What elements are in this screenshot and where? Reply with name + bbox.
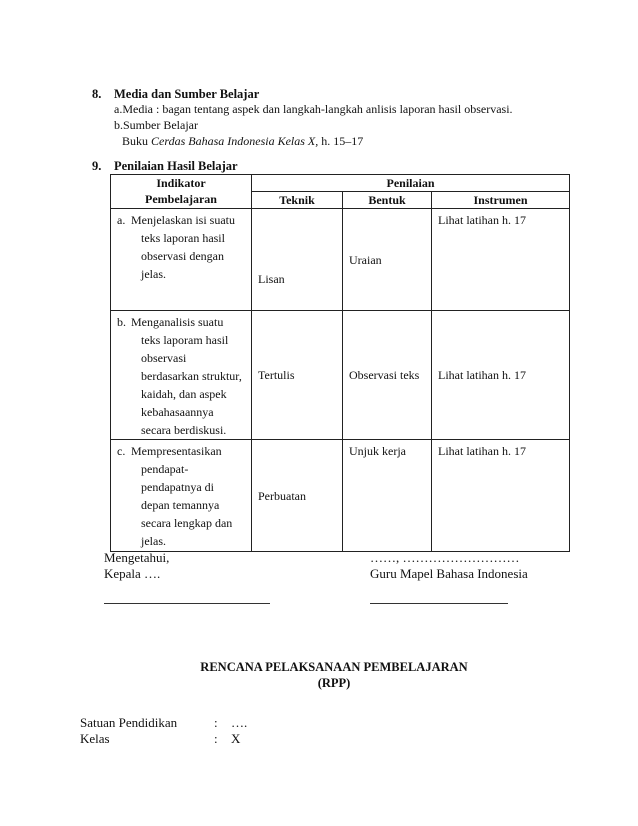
indikator-cell	[111, 440, 252, 552]
header-indikator	[111, 175, 252, 209]
rpp-title	[0, 660, 638, 675]
section-8-title: Media dan Sumber Belajar	[114, 87, 260, 101]
header-indikator-line2: Pembelajaran	[145, 192, 217, 206]
indikator-line: pendapat-	[141, 462, 189, 476]
rpp-subtitle-text: (RPP)	[317, 676, 351, 690]
assessment-table	[110, 174, 570, 552]
bentuk-cell: Observasi teks	[343, 311, 432, 440]
row-letter: b.	[117, 315, 126, 329]
section-8-number: 8.	[92, 87, 102, 101]
sign-right-line1: ……, ………………………	[370, 550, 520, 565]
field-label-kelas: Kelas	[80, 731, 110, 746]
indikator-line: Menjelaskan isi suatu	[131, 213, 235, 227]
sign-left-line1: Mengetahui,	[104, 550, 170, 565]
signature-line-right	[370, 603, 508, 604]
indikator-line: depan temannya	[141, 498, 220, 512]
media-line	[114, 102, 513, 117]
indikator-line: jelas.	[141, 267, 166, 281]
bentuk-cell: Unjuk kerja	[343, 440, 432, 552]
sign-left-line2: Kepala ….	[104, 566, 161, 581]
row-letter: c.	[117, 444, 126, 458]
book-prefix: Buku	[122, 134, 149, 148]
indikator-line: teks laporan hasil	[141, 231, 225, 245]
header-bentuk: Bentuk	[343, 192, 432, 209]
section-9-title: Penilaian Hasil Belajar	[114, 159, 238, 173]
rpp-subtitle	[0, 676, 638, 691]
indikator-line: Mempresentasikan	[131, 444, 222, 458]
bentuk-cell: Uraian	[343, 209, 432, 311]
header-indikator-line1: Indikator	[156, 176, 206, 190]
source-label: b.Sumber Belajar	[114, 118, 198, 132]
teknik-cell: Lisan	[252, 209, 343, 311]
table-row	[111, 311, 570, 440]
header-penilaian: Penilaian	[252, 175, 570, 192]
instrumen-cell: Lihat latihan h. 17	[432, 209, 570, 311]
header-teknik: Teknik	[252, 192, 343, 209]
section-9-number: 9.	[92, 159, 102, 173]
rpp-title-text: RENCANA PELAKSANAAN PEMBELAJARAN	[200, 660, 468, 674]
indikator-cell	[111, 311, 252, 440]
indikator-line: secara lengkap dan	[141, 516, 233, 530]
indikator-line: secara berdiskusi.	[141, 423, 227, 437]
field-label-satuan: Satuan Pendidikan	[80, 715, 178, 730]
indikator-line: berdasarkan struktur,	[141, 369, 242, 383]
indikator-line: pendapatnya di	[141, 480, 214, 494]
field-value-kelas: X	[231, 731, 241, 746]
indikator-line: teks laporam hasil	[141, 333, 229, 347]
teknik-cell: Perbuatan	[252, 440, 343, 552]
indikator-cell	[111, 209, 252, 311]
header-instrumen: Instrumen	[432, 192, 570, 209]
indikator-line: observasi dengan	[141, 249, 224, 263]
instrumen-cell: Lihat latihan h. 17	[432, 311, 570, 440]
field-sep: :	[214, 731, 218, 746]
book-title: Cerdas Bahasa Indonesia Kelas X,	[151, 134, 319, 148]
book-line	[122, 134, 363, 149]
table-row	[111, 440, 570, 552]
indikator-line: jelas.	[141, 534, 166, 548]
field-value-satuan: ….	[231, 715, 248, 730]
table-header-row	[111, 175, 570, 192]
indikator-line: Menganalisis suatu	[131, 315, 224, 329]
sign-right-line2: Guru Mapel Bahasa Indonesia	[370, 566, 528, 581]
signature-line-left	[104, 603, 270, 604]
table-row	[111, 209, 570, 311]
indikator-line: observasi	[141, 351, 187, 365]
field-sep: :	[214, 715, 218, 730]
book-pages: h. 15–17	[321, 134, 364, 148]
indikator-line: kebahasaannya	[141, 405, 214, 419]
media-label: a.Media	[114, 102, 153, 116]
instrumen-cell: Lihat latihan h. 17	[432, 440, 570, 552]
row-letter: a.	[117, 213, 126, 227]
indikator-line: kaidah, dan aspek	[141, 387, 227, 401]
media-text: : bagan tentang aspek dan langkah-langkah anlisis laporan hasil observasi.	[155, 102, 513, 116]
teknik-cell: Tertulis	[252, 311, 343, 440]
